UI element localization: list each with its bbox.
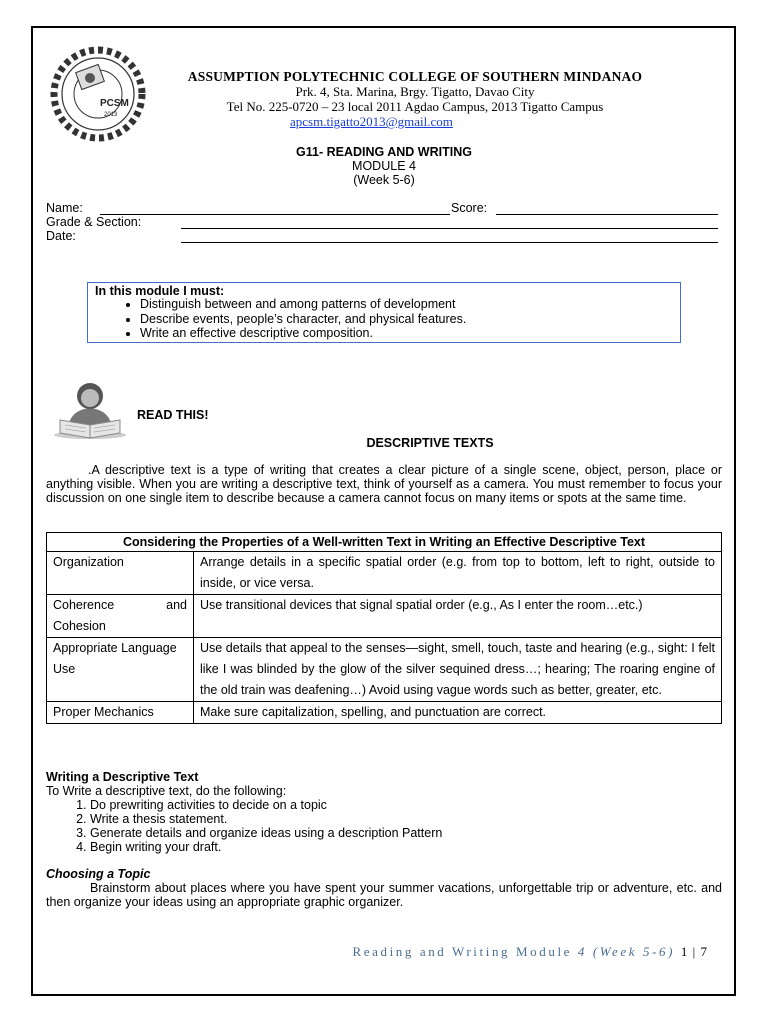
read-this-label: READ THIS!	[137, 408, 209, 422]
property-cell: Proper Mechanics	[47, 702, 194, 724]
description-cell: Use transitional devices that signal spatial order (e.g., As I enter the room…etc.)	[194, 595, 722, 638]
table-row	[47, 552, 722, 595]
writing-section	[46, 770, 442, 854]
name-field[interactable]	[100, 214, 450, 215]
intro-paragraph: .A descriptive text is a type of writing that creates a clear picture of a single scene, object, person, place or anything visible. When you are writing a descriptive text, think of yourself as a camera. You must remember to focus your discussion on one single item to describe because a camera cannot focus on many items or spots at the same time.	[46, 463, 722, 505]
course-title: G11- READING AND WRITING	[296, 145, 472, 159]
writing-title: Writing a Descriptive Text	[46, 770, 199, 784]
objectives-title: In this module I must:	[95, 284, 225, 298]
date-label: Date:	[46, 229, 76, 243]
table-header: Considering the Properties of a Well-written Text in Writing an Effective Descriptive Text	[47, 533, 722, 552]
module-number: MODULE 4	[352, 159, 416, 173]
list-item: 1. Do prewriting activities to decide on a topic	[90, 798, 442, 812]
property-word: Coherence	[53, 598, 115, 612]
property-cell: Organization	[47, 552, 194, 595]
objective-item: • Write an effective descriptive composition.	[140, 326, 466, 341]
description-cell: Arrange details in a specific spatial order (e.g. from top to bottom, left to right, outside to inside, or vice versa.	[194, 552, 722, 595]
table-header-row	[47, 533, 722, 552]
grade-section-field[interactable]	[181, 228, 718, 229]
objective-item: • Describe events, people’s character, and physical features.	[140, 312, 466, 327]
description-cell: Make sure capitalization, spelling, and punctuation are correct.	[194, 702, 722, 724]
list-item: 4. Begin writing your draft.	[90, 840, 442, 854]
score-label: Score:	[451, 201, 488, 215]
logo-year: 2013	[104, 112, 118, 118]
list-item: 2. Write a thesis statement.	[90, 812, 442, 826]
objective-item: • Distinguish between and among patterns of development	[140, 297, 466, 312]
score-field[interactable]	[496, 214, 718, 215]
footer-module-week: 4 (Week 5-6)	[577, 944, 676, 959]
college-address: Prk. 4, Sta. Marina, Brgy. Tigatto, Davao City	[295, 84, 535, 99]
property-word: and	[166, 598, 187, 612]
table-row	[47, 638, 722, 702]
property-cell	[47, 595, 194, 638]
objectives-box	[87, 282, 681, 343]
writing-lead: To Write a descriptive text, do the following:	[46, 784, 287, 798]
property-word: Cohesion	[53, 619, 106, 633]
table-row	[47, 702, 722, 724]
section-title: DESCRIPTIVE TEXTS	[366, 436, 494, 450]
college-name: ASSUMPTION POLYTECHNIC COLLEGE OF SOUTHERN MINDANAO	[187, 69, 643, 84]
logo-text: PCSM	[100, 98, 129, 109]
college-logo	[50, 44, 150, 144]
page-footer	[352, 944, 708, 960]
name-label: Name:	[46, 201, 83, 215]
college-telephone: Tel No. 225-0720 – 23 local 2011 Agdao Campus, 2013 Tigatto Campus	[226, 99, 604, 114]
email-link[interactable]: apcsm.tigatto2013@gmail.com	[290, 114, 453, 129]
page-number: 1 | 7	[680, 944, 708, 959]
properties-table	[46, 532, 722, 724]
description-cell: Use details that appeal to the senses—sight, smell, touch, taste and hearing (e.g., sight: I felt like I was blinded by the glow of the silver sequined dress…; hearing; The roaring engine of the old train was deafening…) Avoid using vague words such as better, greater, etc.	[194, 638, 722, 702]
footer-text: Reading and Writing Module	[352, 944, 578, 959]
objectives-list	[88, 297, 466, 341]
reading-student-icon	[52, 378, 128, 440]
list-item: 3. Generate details and organize ideas using a description Pattern	[90, 826, 442, 840]
grade-section-label: Grade & Section:	[46, 215, 142, 229]
module-week: (Week 5-6)	[353, 173, 415, 187]
date-field[interactable]	[181, 242, 718, 243]
topic-title: Choosing a Topic	[46, 867, 151, 881]
table-row	[47, 595, 722, 638]
writing-steps-list	[46, 798, 442, 854]
topic-paragraph: Brainstorm about places where you have spent your summer vacations, unforgettable trip or adventure, etc. and then organize your ideas using an appropriate graphic organizer.	[46, 881, 722, 909]
property-cell: Appropriate Language Use	[47, 638, 194, 702]
